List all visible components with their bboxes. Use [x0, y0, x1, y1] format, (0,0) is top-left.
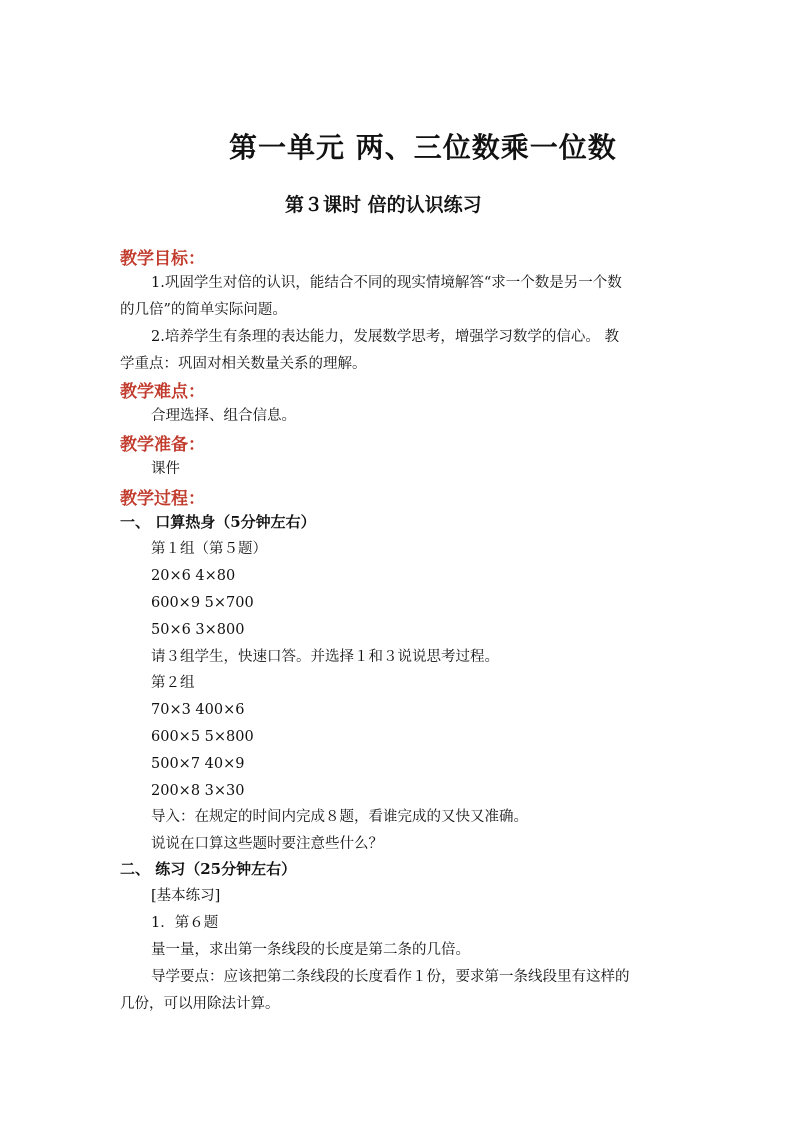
group-1-row: 50×6 3×800 [151, 622, 245, 638]
part-2-heading: 二、 练习（25分钟左右） [120, 860, 297, 878]
goal-1-line-2: 的几倍”的简单实际问题。 [120, 302, 287, 318]
lesson-subtitle: 第３课时 倍的认识练习 [285, 194, 482, 216]
group-2-row: 500×7 40×9 [151, 756, 245, 772]
prep-text: 课件 [151, 461, 180, 477]
group-2-row: 200×8 3×30 [151, 783, 245, 799]
page-title: 第一单元 两、三位数乘一位数 [229, 131, 617, 164]
group-2-row: 70×3 400×6 [151, 702, 245, 718]
goal-2-line-1: 2.培养学生有条理的表达能力，发展数学思考，增强学习数学的信心。 教 [151, 329, 619, 345]
goal-1-line-1: 1.巩固学生对倍的认识，能结合不同的现实情境解答“求一个数是另一个数 [151, 275, 622, 291]
instruction-text: 请３组学生，快速口答。并选择１和３说说思考过程。 [151, 649, 499, 665]
part-1-heading: 一、 口算热身（5分钟左右） [120, 513, 316, 531]
task-text: 量一量，求出第一条线段的长度是第二条的几倍。 [151, 942, 470, 958]
guide-line-1: 导学要点：应该把第二条线段的长度看作１份，要求第一条线段里有这样的 [151, 969, 630, 985]
section-goals-heading: 教学目标： [120, 249, 205, 269]
group-1-row: 600×9 5×700 [151, 595, 254, 611]
section-difficulty-heading: 教学难点： [120, 382, 205, 402]
group-2-row: 600×5 5×800 [151, 729, 254, 745]
group-2-label: 第２组 [151, 675, 195, 691]
goal-2-line-2: 学重点：巩固对相关数量关系的理解。 [120, 356, 367, 372]
intro-text: 导入：在规定的时间内完成８题，看谁完成的又快又准确。 [151, 809, 528, 825]
group-1-label: 第１组（第５题） [151, 541, 267, 557]
difficulty-text: 合理选择、组合信息。 [151, 408, 296, 424]
basic-practice-label: [基本练习] [151, 888, 221, 904]
guide-line-2: 几份，可以用除法计算。 [120, 996, 280, 1012]
question-text: 说说在口算这些题时要注意些什么？ [151, 836, 383, 852]
group-1-row: 20×6 4×80 [151, 568, 236, 584]
section-prep-heading: 教学准备： [120, 435, 205, 455]
exercise-item-1: 1．第６题 [151, 915, 219, 931]
section-process-heading: 教学过程： [120, 489, 205, 509]
